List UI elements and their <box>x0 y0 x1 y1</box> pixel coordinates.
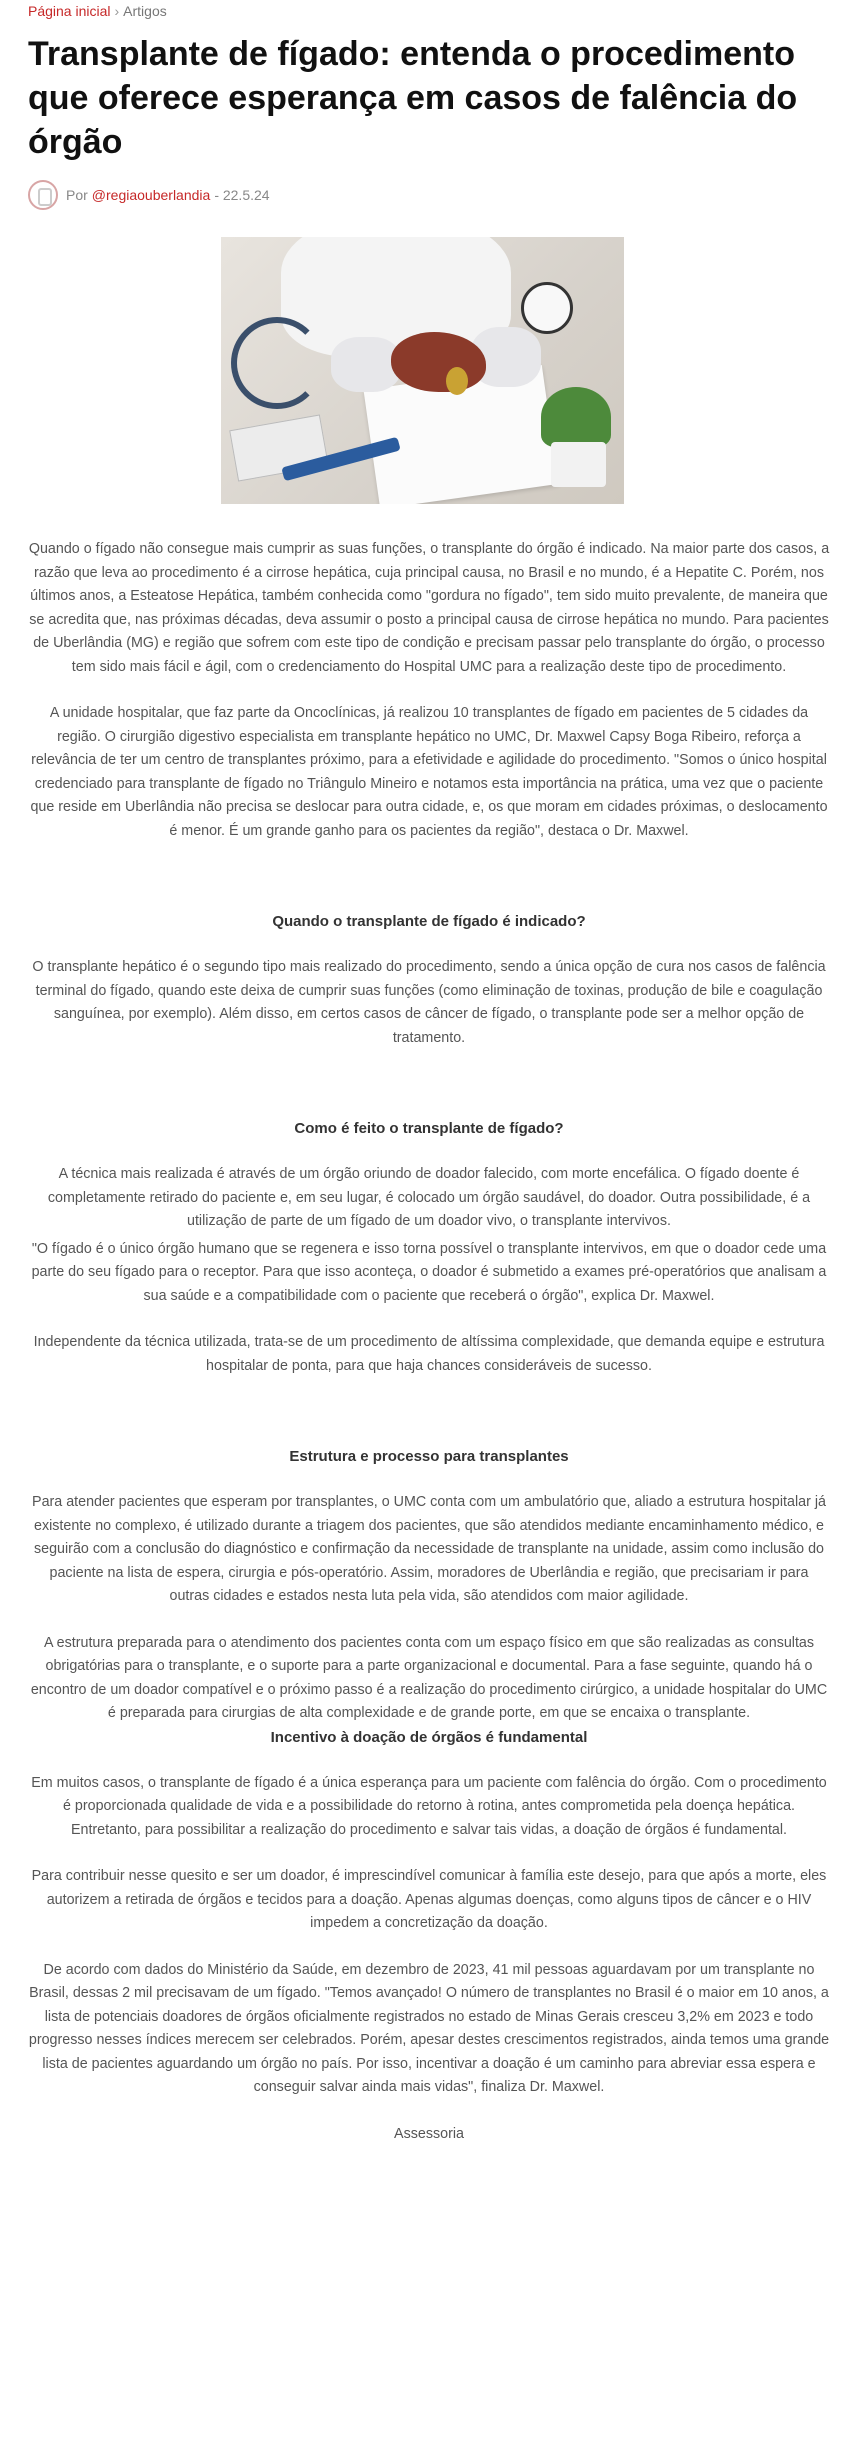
paragraph: Para contribuir nesse quesito e ser um doador, é imprescindível comunicar à família este desejo, para que após a morte, eles autorizem a retirada de órgãos e tecidos para a doação. Apenas algumas doenças, como alguns tipos de câncer e o HIV impedem a concretização da doação. <box>31 1868 827 1931</box>
author-link[interactable]: @regiaouberlandia <box>91 187 211 203</box>
section-heading: Como é feito o transplante de fígado? <box>294 1120 564 1137</box>
paragraph: A unidade hospitalar, que faz parte da Oncoclínicas, já realizou 10 transplantes de fígado em pacientes de 5 cidades da região. O cirurgião digestivo especialista em transplante hepático no UMC, Dr. Maxwel Capsy Boga Ribeiro, reforça a relevância de ter um centro de transplantes próximo, para a efetividade e agilidade do procedimento. "Somos o único hospital credenciado para transplante de fígado no Triângulo Mineiro e notamos esta importância na prática, uma vez que o paciente que reside em Uberlândia não precisa se deslocar para outra cidade, e, os que moram em cidades próximas, o deslocamento é menor. É um grande ganho para os pacientes da região", destaca o Dr. Maxwel. <box>30 705 828 839</box>
quote-paragraph: "O fígado é o único órgão humano que se regenera e isso torna possível o transplante intervivos, em que o doador cede uma parte do seu fígado para o receptor. Para que isso aconteça, o doador é submetido a exames pré-operatórios que analisam a sua saúde e a compatibilidade com o paciente que receberá o órgão", explica Dr. Maxwel. <box>31 1240 827 1304</box>
paragraph: Quando o fígado não consegue mais cumprir as suas funções, o transplante do órgão é indicado. Na maior parte dos casos, a razão que leva ao procedimento é a cirrose hepática, cuja principal causa, no Brasil e no mundo, é a Hepatite C. Porém, nos últimos anos, a Esteatose Hepática, também conhecida como "gordura no fígado", tem sido muito prevalente, de maneira que se acredita que, nas próximas décadas, deva assumir o posto a principal causa de cirrose hepática no mundo. Para pacientes de Uberlândia (MG) e região que sofrem com este tipo de condição e precisam passar pelo transplante do órgão, o processo tem sido mais fácil e ágil, com o credenciamento do Hospital UMC para a realização deste tipo de procedimento. <box>28 541 830 675</box>
publish-date: - 22.5.24 <box>214 187 270 203</box>
paragraph: Em muitos casos, o transplante de fígado é a única esperança para um paciente com falência do órgão. Com o procedimento é proporcionada qualidade de vida e a possibilidade do retorno à rotina, antes comprometida pela doença hepática. Entretanto, para possibilitar a realização do procedimento e salvar tais vidas, a doação de órgãos é fundamental. <box>31 1774 827 1838</box>
breadcrumb <box>28 0 830 22</box>
paragraph: Independente da técnica utilizada, trata-se de um procedimento de altíssima complexidade, que demanda equipe e estrutura hospitalar de ponta, para que haja chances consideráveis de sucesso. <box>33 1334 825 1374</box>
breadcrumb-current: Artigos <box>123 3 167 19</box>
byline-prefix: Por <box>66 187 88 203</box>
breadcrumb-separator: › <box>114 3 120 19</box>
section-heading: Incentivo à doação de órgãos é fundamental <box>270 1728 588 1746</box>
article-body <box>28 538 830 2146</box>
paragraph: A técnica mais realizada é através de um órgão oriundo de doador falecido, com morte encefálica. O fígado doente é completamente retirado do paciente e, em seu lugar, é colocado um órgão saudável, do doador. Outra possibilidade, é a utilização de parte de um fígado de um doador vivo, o transplante intervivos. <box>47 1166 811 1229</box>
article-byline <box>28 178 830 212</box>
hero-image <box>221 237 624 504</box>
breadcrumb-home-link[interactable]: Página inicial <box>28 3 111 19</box>
source-credit: Assessoria <box>394 2125 464 2142</box>
paragraph: De acordo com dados do Ministério da Saúde, em dezembro de 2023, 41 mil pessoas aguardavam por um transplante no Brasil, dessas 2 mil precisavam de um fígado. "Temos avançado! O número de transplantes no Brasil é o maior em 10 anos, a lista de potenciais doadores de órgãos oficialmente registrados no estado de Minas Gerais cresceu 3,2% em 2023 e todo progresso nesses índices merecem ser celebrados. Porém, apesar destes crescimentos registrados, ainda temos uma grande lista de pacientes aguardando um órgão no país. Por isso, incentivar a doação é um caminho para abreviar essa espera e conseguir salvar ainda mais vidas", finaliza Dr. Maxwel. <box>28 1961 830 2095</box>
avatar-icon[interactable] <box>28 180 58 210</box>
article-title: Transplante de fígado: entenda o procedimento que oferece esperança em casos de falência do órgão <box>28 35 798 161</box>
section-heading: Quando o transplante de fígado é indicado? <box>272 913 586 930</box>
section-heading: Estrutura e processo para transplantes <box>289 1448 569 1465</box>
paragraph: Para atender pacientes que esperam por transplantes, o UMC conta com um ambulatório que, aliado a estrutura hospitalar já existente no complexo, é utilizado durante a triagem dos pacientes, que são atendidos mediante encaminhamento médico, e seguirão com a conclusão do diagnóstico e confirmação da necessidade de transplante na unidade, assim como inclusão do paciente na lista de espera, cirurgia e pós-operatório. Assim, moradores de Uberlândia e região, que precisariam ir para outras cidades e estados nesta luta pela vida, são atendidos com maior agilidade. <box>32 1494 826 1604</box>
paragraph: O transplante hepático é o segundo tipo mais realizado do procedimento, sendo a única opção de cura nos casos de falência terminal do fígado, quando este deixa de cumprir suas funções (como eliminação de toxinas, produção de bile e coagulação sanguínea, por exemplo). Além disso, em certos casos de câncer de fígado, o transplante pode ser a melhor opção de tratamento. <box>32 959 826 1046</box>
paragraph: A estrutura preparada para o atendimento dos pacientes conta com um espaço físico em que são realizadas as consultas obrigatórias para o transplante, e o suporte para a parte organizacional e documental. Para a fase seguinte, quando há o encontro de um doador compatível e o próximo passo é a realização do procedimento cirúrgico, a unidade hospitalar do UMC é preparada para cirurgias de alta complexidade e de grande porte, em que se encaixa o transplante. <box>30 1634 828 1721</box>
